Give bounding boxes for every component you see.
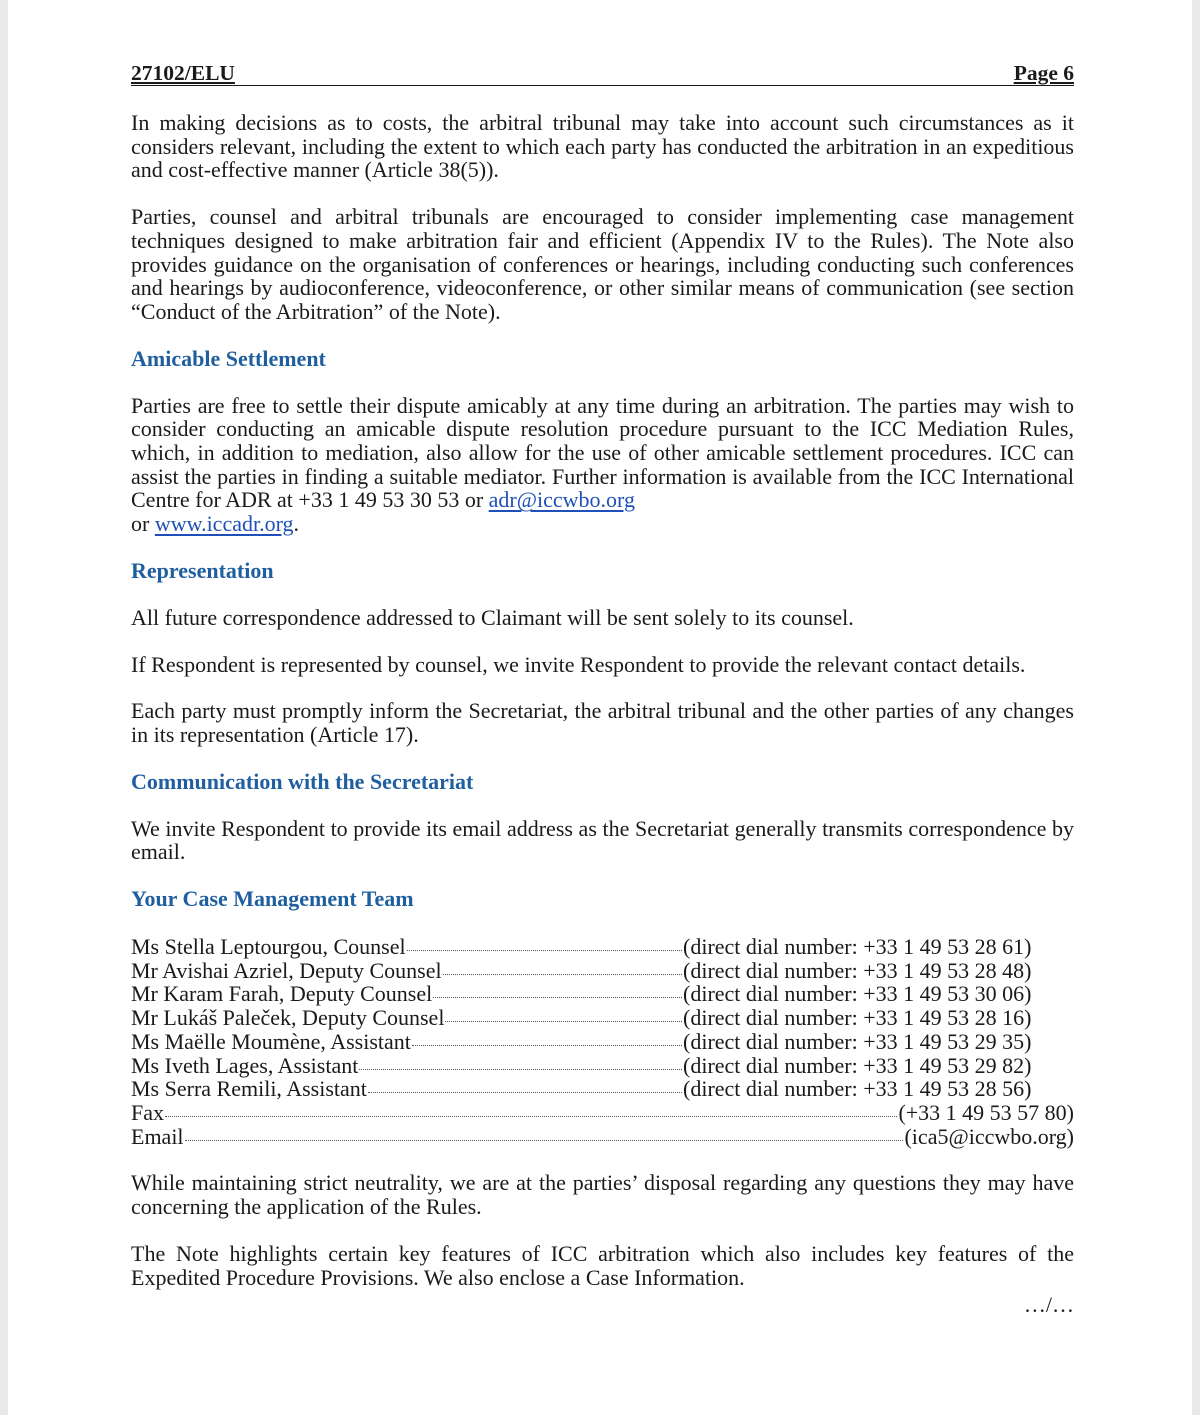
dot-leader <box>165 1116 897 1117</box>
dot-leader <box>433 997 682 998</box>
communication-paragraph: We invite Respondent to provide its email address as the Secretariat generally transmits correspondence by email. <box>131 815 1074 865</box>
member-name: Ms Stella Leptourgou, Counsel <box>131 934 406 960</box>
page-content <box>131 62 1074 1317</box>
member-name: Ms Serra Remili, Assistant <box>131 1076 367 1102</box>
iccadr-website-link[interactable]: www.iccadr.org <box>154 511 294 537</box>
amicable-settlement-heading: Amicable Settlement <box>131 345 326 371</box>
representation-paragraph-1: All future correspondence addressed to Claimant will be sent solely to its counsel. <box>131 604 854 630</box>
member-name: Mr Karam Farah, Deputy Counsel <box>131 981 433 1007</box>
member-dial: (direct dial number: +33 1 49 53 28 61) <box>683 934 1032 960</box>
fax-label: Fax <box>131 1099 164 1125</box>
member-name: Mr Avishai Azriel, Deputy Counsel <box>131 957 442 983</box>
dot-leader <box>443 974 682 975</box>
team-email: (ica5@iccwbo.org) <box>904 1123 1074 1149</box>
representation-paragraph-3: Each party must promptly inform the Secretariat, the arbitral tribunal and the other parties of any changes in its representation (Article 17). <box>131 698 1074 747</box>
period-text: . <box>293 511 300 537</box>
team-member-row <box>131 1030 1074 1054</box>
communication-heading: Communication with the Secretariat <box>131 768 474 794</box>
team-member-row <box>131 1054 1074 1078</box>
neutrality-paragraph: While maintaining strict neutrality, we are at the parties’ disposal regarding any questions they may have concerning the application of the Rules. <box>131 1170 1074 1220</box>
team-list <box>131 935 1074 1148</box>
fax-row <box>131 1101 1074 1125</box>
member-dial: (direct dial number: +33 1 49 53 28 48) <box>683 957 1032 983</box>
document-page <box>8 0 1192 1415</box>
dot-leader <box>185 1140 904 1141</box>
team-member-row <box>131 935 1074 959</box>
page-number: Page 6 <box>1013 61 1074 85</box>
member-dial: (direct dial number: +33 1 49 53 30 06) <box>683 981 1032 1007</box>
page-header <box>131 62 1074 86</box>
team-member-row <box>131 959 1074 983</box>
case-management-paragraph: Parties, counsel and arbitral tribunals are encouraged to consider implementing case management techniques designed to make arbitration fair and efficient (Appendix IV to the Rules). The Note also provides guidance on the organisation of conferences or hearings, including conducting such conferences and hearings by audioconference, videoconference, or other similar means of communication (see section “Conduct of the Arbitration” of the Note). <box>131 204 1074 324</box>
email-label: Email <box>131 1123 184 1149</box>
team-member-row <box>131 1077 1074 1101</box>
team-member-row <box>131 982 1074 1006</box>
member-dial: (direct dial number: +33 1 49 53 28 16) <box>683 1005 1032 1031</box>
member-dial: (direct dial number: +33 1 49 53 29 35) <box>683 1028 1032 1054</box>
member-name: Mr Lukáš Paleček, Deputy Counsel <box>131 1005 445 1031</box>
member-name: Ms Maëlle Moumène, Assistant <box>131 1028 411 1054</box>
dot-leader <box>407 950 682 951</box>
continued-marker: …/… <box>1023 1292 1074 1318</box>
representation-heading: Representation <box>131 557 274 583</box>
reference-number: 27102/ELU <box>131 61 235 85</box>
member-dial: (direct dial number: +33 1 49 53 29 82) <box>683 1052 1032 1078</box>
amicable-text: Parties are free to settle their dispute amicably at any time during an arbitration. The parties may wish to consider conducting an amicable dispute resolution procedure pursuant to the ICC Mediation Rules, which, in addition to mediation, also allow for the use of other amicable settlement procedures. ICC can assist the parties in finding a suitable mediator. Further information is available from the ICC International Centre for ADR at +33 1 49 53 30 53 or <box>131 392 1074 513</box>
dot-leader <box>359 1069 682 1070</box>
note-paragraph: The Note highlights certain key features of ICC arbitration which also includes key features of the Expedited Procedure Provisions. We also enclose a Case Information. <box>131 1240 1074 1290</box>
dot-leader <box>445 1021 682 1022</box>
member-dial: (direct dial number: +33 1 49 53 28 56) <box>683 1076 1032 1102</box>
amicable-settlement-paragraph <box>131 394 1074 536</box>
team-heading: Your Case Management Team <box>131 886 414 912</box>
adr-email-link[interactable]: adr@iccwbo.org <box>488 487 635 513</box>
or-text: or <box>131 511 155 537</box>
email-row <box>131 1125 1074 1149</box>
member-name: Ms Iveth Lages, Assistant <box>131 1052 359 1078</box>
representation-paragraph-2: If Respondent is represented by counsel, we invite Respondent to provide the relevant contact details. <box>131 651 1026 677</box>
team-member-row <box>131 1006 1074 1030</box>
fax-number: (+33 1 49 53 57 80) <box>898 1099 1074 1125</box>
costs-paragraph: In making decisions as to costs, the arbitral tribunal may take into account such circumstances as it considers relevant, including the extent to which each party has conducted the arbitration in an expeditious and cost-effective manner (Article 38(5)). <box>131 110 1074 183</box>
dot-leader <box>412 1045 682 1046</box>
dot-leader <box>368 1092 682 1093</box>
